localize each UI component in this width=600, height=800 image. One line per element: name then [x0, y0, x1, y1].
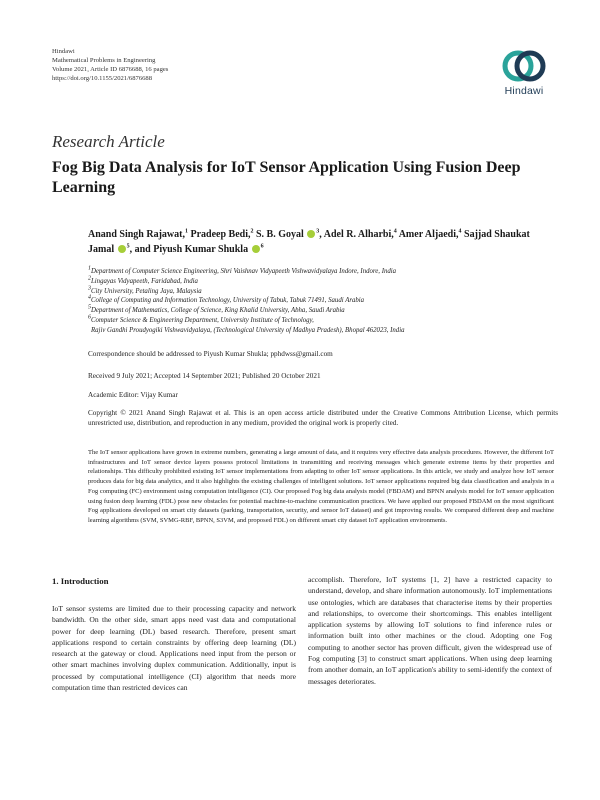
- author-affiliation-marker: 2: [250, 228, 254, 235]
- affiliation-marker: 2: [88, 275, 91, 282]
- orcid-icon[interactable]: [118, 245, 126, 253]
- affiliation: [88, 316, 558, 326]
- author-name: S. B. Goyal: [255, 229, 304, 240]
- affiliation: [88, 306, 558, 316]
- affiliation-marker: 6: [88, 314, 91, 321]
- affiliation-marker: 3: [88, 285, 91, 292]
- volume-line: Volume 2021, Article ID 6876688, 16 pages: [52, 66, 169, 73]
- author-name: Anand Singh Rajawat,: [88, 229, 185, 240]
- author: [135, 244, 264, 255]
- author: Sajjad Shaukat Jamal $^5$,: [88, 229, 530, 255]
- logo-text: Hindawi: [504, 85, 544, 97]
- hindawi-logo-icon: [502, 48, 546, 84]
- affiliation-text: Computer Science & Engineering Department, University Institute of Technology,: [91, 316, 314, 324]
- paper-title: Fog Big Data Analysis for IoT Sensor Application Using Fusion Deep Learning: [52, 159, 521, 196]
- article-type: Research Article: [52, 132, 165, 151]
- affiliation-text: Department of Mathematics, College of Science, King Khalid University, Abha, Saudi Arabia: [91, 307, 345, 315]
- affiliation: [88, 267, 558, 277]
- abstract: The IoT sensor applications have grown in extreme numbers, generating a large amount of data, and it requires very effective data analysis procedures. However, the different IoT infrastructures and IoT sensor device layers possess protocol limitations in transmitting and receiving messages which generate extreme items by their properties and relationships. This difficulty prohibited existing IoT sensor implementations from adapting to other IoT sensor applications. In this article, we study and analyze how IoT sensor produces data for big data analytics, and it also highlights the existing challenges of intelligent solutions. IoT sensor applications required big data classification and analysis in a Fog computing (FC) environment using computation intelligence (CI). Our proposed Fog big data analysis model (FBDAM) and BPNN analysis model for IoT sensor application using fusion deep learning (FDL) pose new obstacles for potential machine-to-machine communication practices. We have applied our proposed FBDAM on the most significant Fog applications developed on smart city datasets (parking, transportation, security, and sensor IoT dataset) and got improving results. We compared different deep and machine learning algorithms (SVM, SVMG-RBF, BPNN, S3VM, and proposed FDL) on different smart city dataset IoT application environments.: [88, 449, 554, 524]
- author-affiliation-marker: 6: [260, 243, 264, 250]
- affiliation-text: Rajiv Gandhi Proudyogiki Vishwavidyalaya, (Technological University of Madhya Pradesh), Bhopal 462023, India: [91, 326, 405, 334]
- journal-masthead: [52, 47, 168, 83]
- affiliation-text: College of Computing and Information Technology, University of Tabuk, Tabuk 71491, Saudi Arabia: [91, 297, 365, 305]
- author-name: and Piyush Kumar Shukla: [134, 243, 249, 255]
- author: [190, 229, 253, 240]
- author-affiliation-marker: 5: [126, 243, 130, 250]
- author-affiliation-marker: 4: [393, 228, 397, 235]
- affiliation-marker: 1: [88, 265, 91, 272]
- author-affiliation-marker: 1: [184, 228, 188, 235]
- author-name: Amer Aljaedi,: [398, 229, 459, 240]
- intro-paragraph-left: IoT sensor systems are limited due to their processing capacity and network bandwidth. On the other side, smart apps need vast data and computational power for deep learning (DL) based research. Therefore, present smart applications respond to certain constraints by offering deep learning (DL) research at the gateway or cloud. Applications need input from the person or other smart machines involving duplex communication. Additionally, input is processed by computational intelligence (CI) algorithm that needs more computation time than restricted devices can: [52, 604, 296, 693]
- publisher-name: Hindawi: [52, 48, 75, 55]
- correspondence: Correspondence should be addressed to Piyush Kumar Shukla; pphdwss@gmail.com: [88, 350, 333, 358]
- affiliation-list: [88, 267, 558, 336]
- affiliation-marker: 5: [88, 304, 91, 311]
- author: S. B. Goyal $^3$,: [255, 228, 322, 240]
- affiliation-text: Lingayas Vidyapeeth, Faridabad, India: [91, 277, 198, 285]
- intro-left-column: [52, 603, 296, 693]
- affiliation-text: City University, Petaling Jaya, Malaysia: [91, 287, 202, 295]
- orcid-icon[interactable]: [252, 245, 260, 253]
- author: [324, 229, 397, 240]
- author-affiliation-marker: 3: [316, 228, 320, 235]
- affiliation-marker: 4: [88, 295, 91, 302]
- author: [88, 229, 188, 240]
- author-name: Adel R. Alharbi,: [323, 229, 394, 240]
- author: [399, 229, 462, 240]
- affiliation: [88, 296, 558, 306]
- author-affiliation-marker: 4: [458, 228, 462, 235]
- affiliation: [88, 287, 558, 297]
- intro-paragraph-right: accomplish. Therefore, IoT systems [1, 2] have a restricted capacity to understand, develop, and share information autonomously. IoT implementations use ontologies, which are databases that characterise items by their properties and relationships, to overcome their shortcomings. This enables intelligent application systems by allowing IoT solutions to find inference rules or information built into other machines or the cloud. Adopting one Fog computing to another sector has proven difficult, given the widespread use of Fog computing [3] to construct smart applications. When using deep learning from another domain, an IoT application's ability to semi-identify the context of messages deteriorates.: [308, 575, 552, 686]
- section-heading: 1. Introduction: [52, 576, 109, 586]
- copyright-notice: Copyright © 2021 Anand Singh Rajawat et al. This is an open access article distributed under the Creative Commons Attribution License, which permits unrestricted use, distribution, and reproduction in any medium, provided the original work is properly cited.: [88, 409, 558, 427]
- academic-editor: Academic Editor: Vijay Kumar: [88, 391, 178, 399]
- orcid-icon[interactable]: [307, 230, 315, 238]
- author-list: [88, 228, 558, 257]
- affiliation-text: Department of Computer Science Engineering, Shri Vaishnav Vidyapeeth Vishwavidyalaya Indore, Indore, India: [91, 268, 397, 275]
- hindawi-logo: [498, 48, 550, 97]
- intro-right-column: [308, 574, 552, 687]
- publication-dates: Received 9 July 2021; Accepted 14 September 2021; Published 20 October 2021: [88, 372, 321, 380]
- affiliation: [88, 277, 558, 287]
- journal-name: Mathematical Problems in Engineering: [52, 57, 156, 64]
- doi-link[interactable]: https://doi.org/10.1155/2021/6876688: [52, 75, 153, 82]
- affiliation: [88, 326, 558, 336]
- author-name: Sajjad Shaukat Jamal: [88, 229, 530, 255]
- author-name: Pradeep Bedi,: [190, 229, 251, 240]
